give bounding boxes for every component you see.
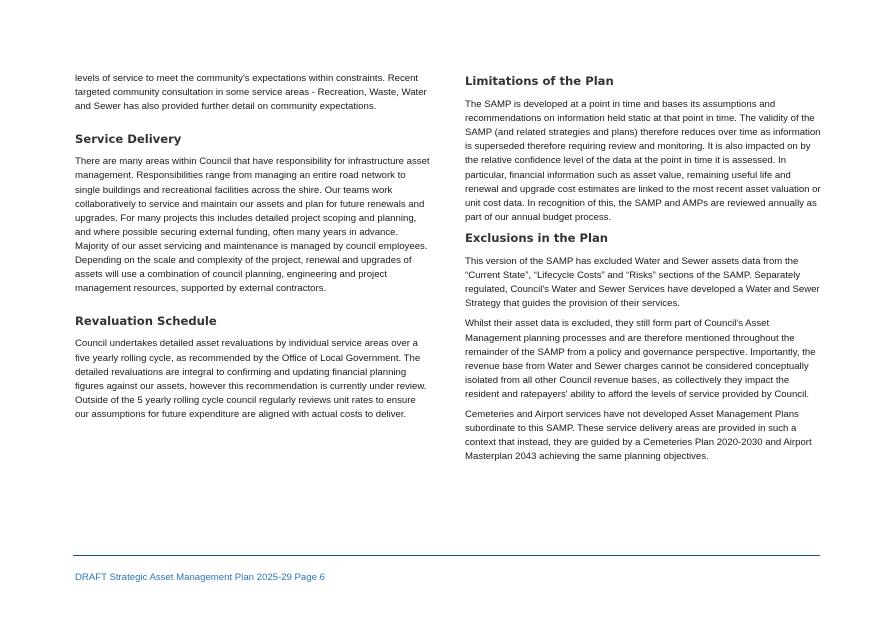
limitations-heading: Limitations of the Plan	[465, 74, 614, 88]
footer-divider	[73, 555, 820, 556]
page-footer: DRAFT Strategic Asset Management Plan 2025-29 Page 6	[75, 572, 325, 583]
revaluation-schedule-heading: Revaluation Schedule	[75, 314, 217, 329]
revaluation-schedule-paragraph: Council undertakes detailed asset revaluations by individual service areas over a five yearly rolling cycle, as recommended by the Office of Local Government. The detailed revaluations are integral to confirming and updating financial planning figures against our assets, however this recommendation is currently under review. Outside of the 5 yearly rolling cycle council regularly reviews unit rates to ensure our assumptions for future expenditure are aligned with actual costs to deliver.	[75, 338, 427, 420]
exclusions-paragraph-1: This version of the SAMP has excluded Water and Sewer assets data from the “Current State”, “Lifecycle Costs” and “Risks” sections of the SAMP. Separately regulated, Council's Water and Sewer Services have developed a Water and Sewer Strategy that guides the provision of their services.	[465, 256, 820, 310]
intro-paragraph: levels of service to meet the community's expectations within constraints. Recent targeted community consultation in some service areas - Recreation, Waste, Water and Sewer has also provided further detail on community expectations.	[75, 73, 427, 113]
exclusions-paragraph-2: Whilst their asset data is excluded, they still form part of Council's Asset Management planning processes and are therefore mentioned throughout the remainder of the SAMP from a policy and governance perspective. Importantly, the revenue base from Water and Sewer charges cannot be considered conceptually isolated from all other Council revenue bases, as collectively they impact the resident and ratepayers' ability to afford the levels of service provided by Council.	[465, 318, 816, 400]
limitations-paragraph: The SAMP is developed at a point in time and bases its assumptions and recommendations on information held static at that point in time. The validity of the SAMP (and related strategies and plans) therefore reduces over time as information is superseded therefore requiring review and monitoring. It is also impacted on by the relative confidence level of the data at the point in time it is assessed. In particular, financial information such as asset value, remaining useful life and renewal and upgrade cost estimates are linked to the most recent asset valuation or unit cost data. In recognition of this, the SAMP and AMPs are reviewed annually as part of our annual budget process.	[465, 99, 821, 223]
exclusions-paragraph-3: Cemeteries and Airport services have not developed Asset Management Plans subordinate to this SAMP. These service delivery areas are provided in such a context that instead, they are guided by a Cemeteries Plan 2020-2030 and Airport Masterplan 2043 achieving the same planning objectives.	[465, 408, 812, 463]
exclusions-heading: Exclusions in the Plan	[465, 230, 609, 245]
right-column	[465, 72, 821, 470]
service-delivery-paragraph: There are many areas within Council that have responsibility for infrastructure asset management. Responsibilities range from managing an entire road network to single buildings and recreational facilities across the shire. Our teams work collaboratively to service and maintain our assets and plan for future renewals and upgrades. For many projects this includes detailed project scoping and planning, and where possible securing external funding, often many years in advance. Majority of our asset servicing and maintenance is managed by council employees. Depending on the scale and complexity of the project, renewal and upgrades of assets will use a combination of council planning, engineering and project management resources, supported by external contractors.	[75, 156, 430, 295]
left-column	[75, 72, 431, 428]
service-delivery-heading: Service Delivery	[75, 132, 182, 147]
